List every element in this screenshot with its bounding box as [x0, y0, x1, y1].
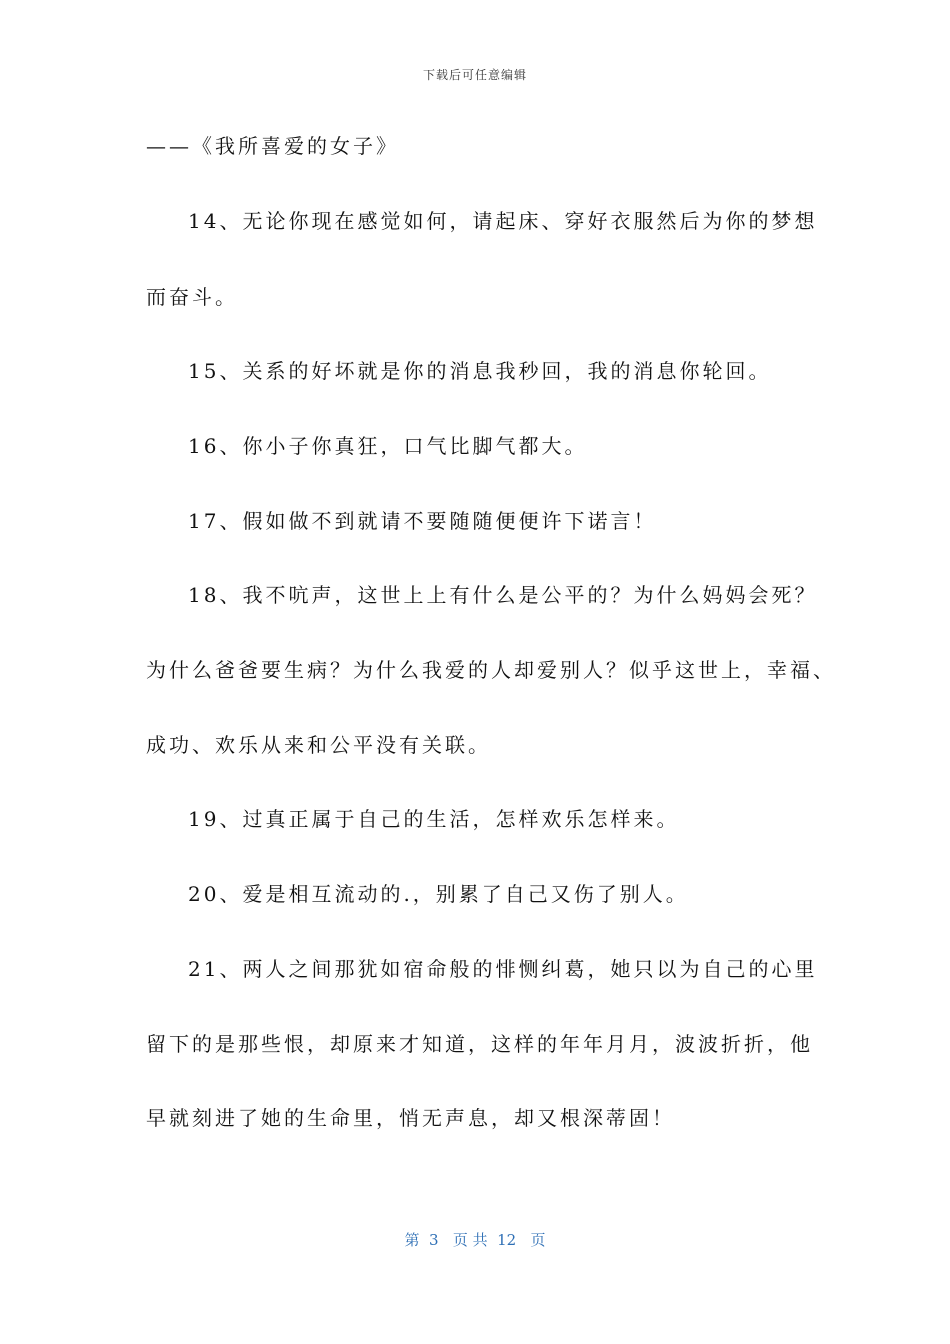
- quote-17: 17、假如做不到就请不要随随便便许下诺言！: [188, 509, 657, 533]
- quote-18-line-2: 为什么爸爸要生病？为什么我爱的人却爱别人？似乎这世上，幸福、: [146, 658, 836, 682]
- quote-15: 15、关系的好坏就是你的消息我秒回，我的消息你轮回。: [188, 359, 772, 383]
- quote-19: 19、过真正属于自己的生活，怎样欢乐怎样来。: [188, 807, 680, 831]
- quote-14-line-2: 而奋斗。: [146, 285, 238, 309]
- attribution-line: ——《我所喜爱的女子》: [146, 134, 399, 158]
- page-footer-pagination: 第 3 页 共 12 页: [404, 1231, 546, 1249]
- quote-18-line-1: 18、我不吭声，这世上上有什么是公平的？为什么妈妈会死？: [188, 583, 818, 607]
- page-header: 下载后可任意编辑: [422, 68, 527, 82]
- quote-21-line-1: 21、两人之间那犹如宿命般的悱恻纠葛，她只以为自己的心里: [188, 957, 818, 981]
- quote-14-line-1: 14、无论你现在感觉如何，请起床、穿好衣服然后为你的梦想: [188, 209, 818, 233]
- quote-21-line-3: 早就刻进了她的生命里，悄无声息，却又根深蒂固！: [146, 1106, 675, 1130]
- quote-16: 16、你小子你真狂，口气比脚气都大。: [188, 434, 588, 458]
- quote-20: 20、爱是相互流动的.，别累了自己又伤了别人。: [188, 882, 689, 906]
- quote-18-line-3: 成功、欢乐从来和公平没有关联。: [146, 733, 491, 757]
- quote-21-line-2: 留下的是那些恨，却原来才知道，这样的年年月月，波波折折，他: [146, 1032, 813, 1056]
